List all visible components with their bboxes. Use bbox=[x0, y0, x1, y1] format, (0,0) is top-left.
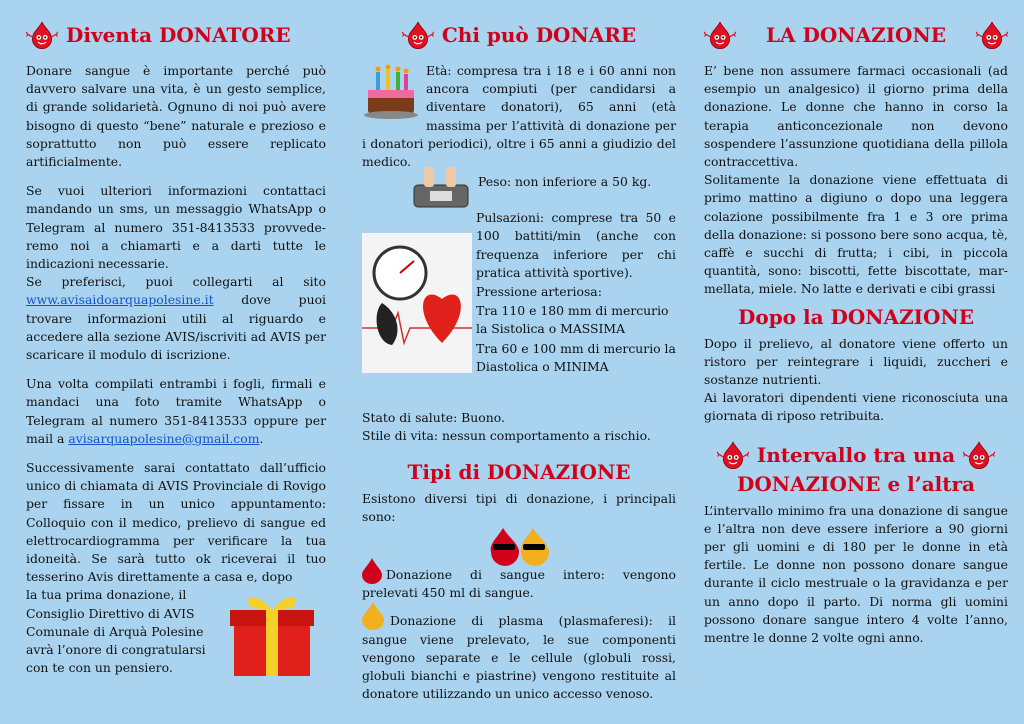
blood-drop-mascot-icon bbox=[26, 20, 58, 50]
website-link[interactable]: www.avisaidoarquapolesine.it bbox=[26, 292, 214, 308]
title-chi-puo-donare: Chi può DONARE bbox=[362, 20, 676, 50]
column-diventa-donatore bbox=[0, 0, 340, 724]
pressure-min: Tra 60 e 100 mm di mercurio la Diastolica o MINIMA bbox=[476, 341, 676, 375]
send-form-paragraph: Una volta compilati entrambi i fogli, firmali e mandaci una foto tramite WhatsApp o Telegram al numero 351-8413533 oppure per mail a avisarquapolesine@gmail.com. bbox=[26, 376, 326, 446]
blood-drop-mascot-icon bbox=[402, 20, 434, 50]
title-tipi-donazione: Tipi di DONAZIONE bbox=[407, 459, 631, 484]
breakfast-paragraph: Solitamente la donazione viene effettuata di primo mattino a digiuno o dopo una leggera colazione possibilmente fra 1 e 3 ore prima della donazione: si possono bere sono acqua, tè, caffè e succhi di frutta; i cibi, in piccola quantità, sono: biscotti, fette biscottate, mar-mellata, miele. No latte e derivati e cibi grassi bbox=[704, 172, 1008, 297]
health-paragraph: Stato di salute: Buono. bbox=[362, 410, 505, 426]
pressure-title: Pressione arteriosa: bbox=[476, 284, 602, 300]
blood-drop-mascot-icon bbox=[704, 20, 736, 50]
title-diventa-donatore: Diventa DONATORE bbox=[26, 20, 326, 50]
email-link[interactable]: avisarquapolesine@gmail.com bbox=[68, 430, 260, 446]
medication-paragraph: E’ bene non assumere farmaci occasionali (ad esempio un analgesico) il giorno prima della donazione. Le donne che hanno in corso la terapia anticoncezionale non devono sospendere l’assunzione quotidiana della pillola contraccettiva. bbox=[704, 63, 1008, 170]
title-dopo-donazione: Dopo la DONAZIONE bbox=[738, 304, 974, 329]
types-intro: Esistono diversi tipi di donazione, i principali sono: bbox=[362, 490, 676, 524]
blood-drop-mascot-icon bbox=[717, 440, 749, 470]
blood-drop-mascot-icon bbox=[963, 440, 995, 470]
lifestyle-paragraph: Stile di vita: nessun comportamento a rischio. bbox=[362, 428, 651, 444]
age-paragraph: Età: compresa tra i 18 e i 60 anni non ancora compiuti (per candidarsi a diventare donatori), 65 anni (età massima per l’attività di donazione per i donatori periodici), oltre i 65 anni a giudizio del medico. bbox=[362, 63, 676, 170]
after-paragraph-1: Dopo il prelievo, al donatore viene offerto un ristoro per reintegrare i liquidi, zuccheri e sostanze nutrienti. bbox=[704, 335, 1008, 388]
red-drop-icon bbox=[362, 558, 382, 584]
blood-and-plasma-drops-icon bbox=[479, 526, 559, 566]
weight-paragraph: Peso: non inferiore a 50 kg. bbox=[478, 174, 652, 190]
type-plasma-row bbox=[362, 612, 676, 703]
yellow-drop-icon bbox=[362, 602, 384, 630]
title-intervallo: Intervallo tra una bbox=[704, 440, 1008, 470]
contact-paragraph: Se vuoi ulteriori informazioni contattaci mandando un sms, un messaggio WhatsApp o Telegram al numero 351-8413533 provvede-remo noi a chiamarti e a darti tutte le indicazioni necessarie. bbox=[26, 183, 326, 272]
column-la-donazione bbox=[690, 0, 1024, 724]
blood-pressure-heart-image bbox=[362, 233, 472, 373]
birthday-cake-icon bbox=[362, 62, 420, 120]
pressure-max: Tra 110 e 180 mm di mercurio la Sistolica o MASSIMA bbox=[476, 303, 669, 337]
appointment-paragraph: Successivamente sarai contattato dall’ufficio unico di chiamata di AVIS Provinciale di Rovigo per fissare in un unico appuntamento: Colloquio con il medico, prelievo di sangue ed elettrocardiogramma per verificare la tua idoneità. Se sarà tutto ok riceverai il tuo tesserino Avis direttamente a casa e, dopo bbox=[26, 460, 326, 585]
pressure-section bbox=[362, 209, 676, 385]
pulse-paragraph: Pulsazioni: comprese tra 50 e 100 battiti/min (anche con frequenza inferiore per chi pratica attività sportive). bbox=[476, 210, 676, 280]
column-chi-puo-donare bbox=[340, 0, 690, 724]
type-blood-row bbox=[362, 566, 676, 602]
gift-section bbox=[26, 586, 326, 677]
blood-drop-mascot-icon bbox=[976, 20, 1008, 50]
interval-paragraph: L’intervallo minimo fra una donazione di sangue e l’altra non deve essere inferiore a 90 giorni per gli uomini e di 180 per le donne in età fertile. Le donne non possono donare sangue durante il ciclo mestruale o la gravidanza e per un anno dopo il parto. Di norma gli uomini possono donare sangue intero 4 volte l’anno, mentre le donne 2 volte ogni anno. bbox=[704, 502, 1008, 646]
weight-row bbox=[362, 173, 676, 203]
scale-icon bbox=[410, 167, 472, 211]
type-blood-paragraph: Donazione di sangue intero: vengono prelevati 450 ml di sangue. bbox=[362, 567, 676, 601]
gift-box-icon bbox=[226, 586, 318, 678]
congratulations-paragraph: la tua prima donazione, il Consiglio Direttivo di AVIS Comunale di Arquà Polesine avrà l’onore di congratularsi con te con un pensiero. bbox=[26, 587, 206, 676]
after-paragraph-2: Ai lavoratori dipendenti viene riconosciuta una giornata di riposo retribuita. bbox=[704, 390, 1008, 424]
title-la-donazione: LA DONAZIONE bbox=[704, 20, 1008, 50]
intro-paragraph: Donare sangue è importante perché può davvero salvare una vita, è un gesto semplice, di grande solidarietà. Ognuno di noi può avere bisogno di questo “bene” naturale e prezioso e soprattutto non può essere replicato artificialmente. bbox=[26, 63, 326, 170]
title-intervallo-line-2: DONAZIONE e l’altra bbox=[737, 471, 975, 496]
type-plasma-paragraph: Donazione di plasma (plasmaferesi): il sangue viene prelevato, le sue componenti vengono separate e le cellule (globuli rossi, globuli bianchi e piastrine) vengono restituite al donatore utilizzando un unico accesso venoso. bbox=[362, 613, 676, 702]
website-paragraph: Se preferisci, puoi collegarti al sito www.avisaidoarquapolesine.it dove puoi trovare informazioni utili al riguardo e accedere alla sezione AVIS/iscriviti ad AVIS per scaricare il modulo di iscrizione. bbox=[26, 274, 326, 363]
